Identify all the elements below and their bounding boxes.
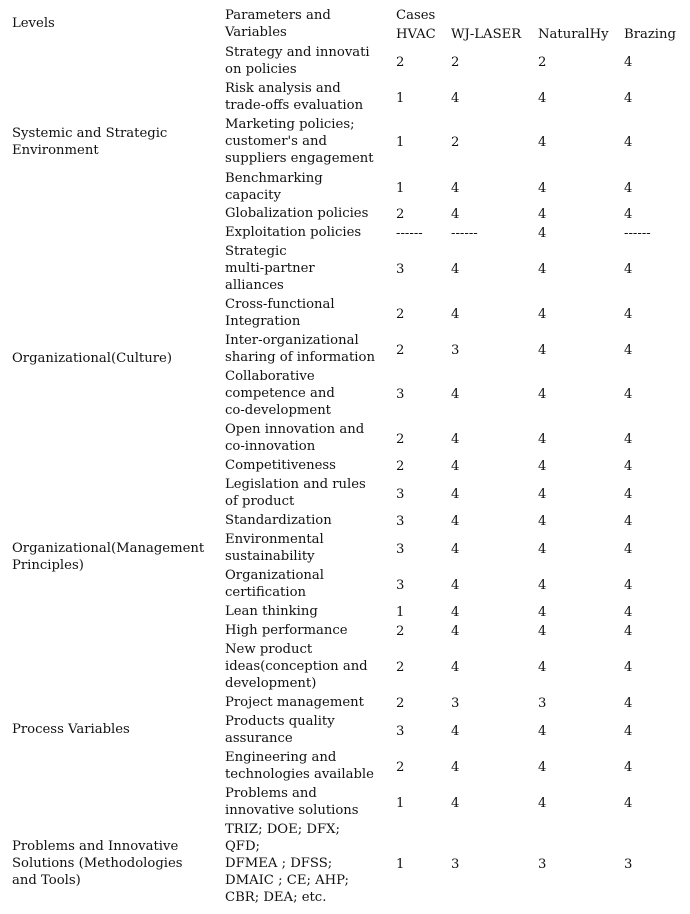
table-cell-naturalhy: 4 — [538, 207, 547, 222]
table-cell-naturalhy: 4 — [538, 135, 547, 150]
table-cell-wj-laser: 4 — [451, 486, 460, 502]
header-levels: Levels — [12, 16, 55, 31]
table-cell-hvac: 3 — [396, 262, 405, 277]
table-cell-wj-laser: 4 — [451, 795, 460, 811]
table-cell-wj-laser: 4 — [451, 605, 460, 620]
table-row-parameter-line: Standardization — [225, 513, 332, 528]
table-cell-wj-laser: 4 — [451, 624, 460, 639]
table-cell-wj-laser: 4 — [451, 306, 460, 322]
level-culture-line1: Organizational(Culture) — [12, 351, 172, 366]
table-cell-naturalhy: 4 — [538, 459, 547, 474]
table-cell-naturalhy: 4 — [538, 795, 547, 811]
table-cell-brazing: 3 — [624, 857, 633, 872]
table-cell-naturalhy: 4 — [538, 180, 547, 196]
table-row-parameter-line: Risk analysis and — [225, 81, 341, 96]
header-parameters-line2: Variables — [225, 25, 287, 40]
table-cell-brazing: 4 — [624, 54, 633, 70]
table-cell-wj-laser: 4 — [451, 660, 460, 675]
table-cell-brazing: 4 — [624, 660, 633, 675]
table-cell-hvac: 2 — [396, 54, 405, 70]
table-row-parameter-line: Strategy and innovati — [225, 45, 370, 60]
table-cell-wj-laser: 4 — [451, 459, 460, 474]
table-cell-naturalhy: 4 — [538, 723, 547, 739]
table-cell-hvac: 3 — [396, 387, 405, 402]
table-cell-wj-laser: 4 — [451, 577, 460, 593]
table-cell-naturalhy: 4 — [538, 759, 547, 775]
table-row-parameter-line: suppliers engagement — [225, 151, 374, 166]
table-cell-brazing: 4 — [624, 624, 633, 639]
table-row-parameter-line: technologies available — [225, 767, 374, 782]
table-row-parameter-line: Problems and — [225, 786, 317, 801]
table-cell-wj-laser: 4 — [451, 180, 460, 196]
table-cell-brazing: 4 — [624, 577, 633, 593]
table-cell-hvac: 2 — [396, 431, 405, 447]
table-cell-brazing: 4 — [624, 723, 633, 739]
table-cell-brazing: 4 — [624, 90, 633, 106]
table-cell-naturalhy: 3 — [538, 696, 547, 711]
table-row-parameter-line: Environmental — [225, 532, 324, 547]
table-cell-brazing: 4 — [624, 696, 633, 711]
table-row-parameter-line: Legislation and rules — [225, 477, 366, 492]
table-cell-brazing: 4 — [624, 795, 633, 811]
table-cell-hvac: 2 — [396, 306, 405, 322]
table-cell-brazing: 4 — [624, 459, 633, 474]
table-cell-hvac: 2 — [396, 342, 405, 358]
table-row-parameter-line: Project management — [225, 695, 364, 710]
table-row-parameter-line: on policies — [225, 62, 297, 77]
table-row-parameter-line: development) — [225, 676, 317, 691]
header-cases: Cases — [396, 8, 436, 23]
table-cell-naturalhy: 4 — [538, 431, 547, 447]
table-cell-hvac: 3 — [396, 541, 405, 557]
table-cell-naturalhy: 4 — [538, 342, 547, 358]
table-cell-hvac: 1 — [396, 795, 405, 811]
table-cell-hvac: 1 — [396, 90, 405, 106]
table-row-parameter-line: ideas(conception and — [225, 659, 368, 674]
level-systemic-line1: Systemic and Strategic — [12, 126, 168, 141]
table-row-parameter-line: Globalization policies — [225, 206, 369, 221]
table-row-parameter-line: innovative solutions — [225, 803, 359, 818]
table-row-parameter-line: of product — [225, 494, 295, 509]
table-cell-wj-laser: 4 — [451, 90, 460, 106]
table-cell-naturalhy: 4 — [538, 226, 547, 241]
table-row-parameter-line: competence and — [225, 386, 335, 401]
table-cell-brazing: 4 — [624, 262, 633, 277]
table-cell-naturalhy: 4 — [538, 262, 547, 277]
table-row-parameter-line: Benchmarking — [225, 171, 323, 186]
table-row-parameter-line: co-innovation — [225, 439, 316, 454]
table-cell-brazing: ------ — [624, 226, 651, 241]
table-cell-wj-laser: 2 — [451, 54, 460, 70]
level-process-line1: Process Variables — [12, 722, 130, 737]
table-cell-hvac: 1 — [396, 857, 405, 872]
table-row-parameter-line: DFMEA ; DFSS; — [225, 856, 333, 871]
table-row-parameter-line: Strategic — [225, 244, 287, 259]
table-cell-hvac: 3 — [396, 514, 405, 529]
table-cell-hvac: 3 — [396, 486, 405, 502]
table-cell-naturalhy: 2 — [538, 54, 547, 70]
table-cell-hvac: 2 — [396, 759, 405, 775]
table-cell-wj-laser: 4 — [451, 431, 460, 447]
table-cell-naturalhy: 4 — [538, 514, 547, 529]
table-cell-naturalhy: 4 — [538, 577, 547, 593]
table-cell-hvac: ------ — [396, 226, 423, 241]
table-cell-wj-laser: 4 — [451, 541, 460, 557]
table-row-parameter-line: co-development — [225, 403, 331, 418]
table-cell-hvac: 3 — [396, 723, 405, 739]
table-cell-hvac: 2 — [396, 459, 405, 474]
table-row-parameter-line: High performance — [225, 623, 348, 638]
table-row-parameter-line: certification — [225, 585, 307, 600]
level-management-line2: Principles) — [12, 558, 84, 573]
table-row-parameter-line: CBR; DEA; etc. — [225, 890, 327, 905]
table-cell-naturalhy: 4 — [538, 90, 547, 106]
table-cell-hvac: 2 — [396, 696, 405, 711]
header-col-brazing: Brazing — [624, 27, 676, 42]
table-row-parameter-line: Products quality — [225, 714, 335, 729]
table-cell-wj-laser: 4 — [451, 262, 460, 277]
level-problems-line1: Problems and Innovative — [12, 839, 179, 854]
table-cell-brazing: 4 — [624, 605, 633, 620]
level-management-line1: Organizational(Management — [12, 541, 205, 556]
table-row-parameter-line: Engineering and — [225, 750, 337, 765]
table-cell-wj-laser: 4 — [451, 723, 460, 739]
header-parameters-line1: Parameters and — [225, 8, 331, 23]
table-cell-brazing: 4 — [624, 514, 633, 529]
level-problems-line3: and Tools) — [12, 873, 81, 888]
table-cell-wj-laser: 4 — [451, 207, 460, 222]
table-cell-naturalhy: 4 — [538, 486, 547, 502]
table-row-parameter-line: Lean thinking — [225, 604, 318, 619]
table-cell-brazing: 4 — [624, 180, 633, 196]
table-row-parameter-line: New product — [225, 642, 313, 657]
table-cell-brazing: 4 — [624, 306, 633, 322]
table-cell-brazing: 4 — [624, 207, 633, 222]
table-row-parameter-line: assurance — [225, 731, 293, 746]
table-cell-wj-laser: 4 — [451, 387, 460, 402]
table-row-parameter-line: sustainability — [225, 549, 315, 564]
table-cell-hvac: 1 — [396, 180, 405, 196]
table-cell-wj-laser: ------ — [451, 226, 478, 241]
table-cell-brazing: 4 — [624, 431, 633, 447]
table-row-parameter-line: sharing of information — [225, 350, 375, 365]
table-cell-hvac: 1 — [396, 135, 405, 150]
table-cell-brazing: 4 — [624, 486, 633, 502]
table-row-parameter-line: trade-offs evaluation — [225, 98, 364, 113]
table-cell-wj-laser: 3 — [451, 342, 460, 358]
table-cell-hvac: 2 — [396, 207, 405, 222]
level-systemic-line2: Environment — [12, 143, 99, 158]
table-cell-naturalhy: 3 — [538, 857, 547, 872]
table-row-parameter-line: TRIZ; DOE; DFX; — [225, 822, 340, 837]
table-cell-hvac: 2 — [396, 660, 405, 675]
table-cell-naturalhy: 4 — [538, 541, 547, 557]
table-row-parameter-line: customer's and — [225, 134, 327, 149]
table-cell-hvac: 2 — [396, 624, 405, 639]
table-cell-wj-laser: 4 — [451, 759, 460, 775]
table-row-parameter-line: Marketing policies; — [225, 117, 355, 132]
table-cell-brazing: 4 — [624, 759, 633, 775]
table-row-parameter-line: Collaborative — [225, 369, 315, 384]
table-row-parameter-line: multi-partner — [225, 261, 315, 276]
table-cell-wj-laser: 4 — [451, 514, 460, 529]
table-cell-hvac: 1 — [396, 605, 405, 620]
table-row-parameter-line: Open innovation and — [225, 422, 365, 437]
table-cell-brazing: 4 — [624, 342, 633, 358]
table-cell-wj-laser: 3 — [451, 696, 460, 711]
header-col-wj-laser: WJ-LASER — [451, 27, 522, 42]
header-col-naturalhy: NaturalHy — [538, 27, 609, 42]
table-row-parameter-line: Integration — [225, 314, 301, 329]
table-row-parameter-line: Exploitation policies — [225, 225, 362, 240]
table-row-parameter-line: Inter-organizational — [225, 333, 359, 348]
table-row-parameter-line: Cross-functional — [225, 297, 335, 312]
table-cell-brazing: 4 — [624, 135, 633, 150]
table-row-parameter-line: DMAIC ; CE; AHP; — [225, 873, 349, 888]
table-cell-naturalhy: 4 — [538, 387, 547, 402]
table-cell-naturalhy: 4 — [538, 624, 547, 639]
table-cell-hvac: 3 — [396, 577, 405, 593]
table-row-parameter-line: Competitiveness — [225, 458, 336, 473]
table-cell-naturalhy: 4 — [538, 660, 547, 675]
table-cell-brazing: 4 — [624, 541, 633, 557]
level-problems-line2: Solutions (Methodologies — [12, 856, 183, 871]
table-row-parameter-line: capacity — [225, 188, 281, 203]
table-cell-brazing: 4 — [624, 387, 633, 402]
table-cell-wj-laser: 3 — [451, 857, 460, 872]
table-row-parameter-line: Organizational — [225, 568, 324, 583]
table-row-parameter-line: alliances — [225, 278, 284, 293]
table-cell-wj-laser: 2 — [451, 135, 460, 150]
header-col-hvac: HVAC — [396, 27, 436, 42]
table-row-parameter-line: QFD; — [225, 839, 260, 854]
table-cell-naturalhy: 4 — [538, 605, 547, 620]
table-cell-naturalhy: 4 — [538, 306, 547, 322]
